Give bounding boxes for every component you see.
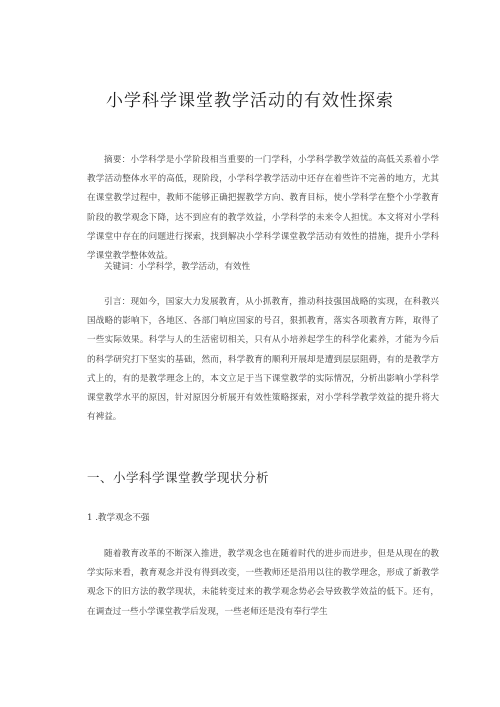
abstract-paragraph: 摘要：小学科学是小学阶段相当重要的一门学科，小学科学教学效益的高低关系着小学教学活动整体水平的高低，现阶段，小学科学教学活动中还存在着些许不完善的地方，尤其在课堂教学过程中，教师不能够正确把握教学方向、教育目标，使小学科学在整个小学教育阶段的教学观念下降，达不到应有的教学效益，小学科学的未来令人担忧。本文将对小学科学课堂中存在的问题进行探索，找到解决小学科学课堂教学活动有效性的措施，提升小学科学课堂教学整体效益。 [87,155,439,262]
subsection-heading: 1 .教学观念不强 [87,513,150,523]
intro-paragraph: 引言：现如今，国家大力发展教育，从小抓教育，推动科技强国战略的实现，在科教兴国战略的影响下，各地区、各部门响应国家的号召，狠抓教育，落实各项教育方阵，取得了一些实际效果。科学与人的生活密切相关，只有从小培养起学生的科学化素养，才能为今后的科学研究打下坚实的基础，然而，科学教育的顺利开展却是遭到层层阻碍，有的是教学方式上的，有的是教学理念上的，本文立足于当下课堂教学的实际情况，分析出影响小学科学课堂教学水平的原因，针对原因分析展开有效性策略探索，对小学科学教学效益的提升将大有裨益。 [87,297,439,423]
section-heading: 一、小学科学课堂教学现状分析 [87,470,270,485]
paper-title: 小学科学课堂教学活动的有效性探索 [106,91,394,111]
keywords-paragraph: 关键词：小学科学，教学活动，有效性 [104,262,251,272]
body-paragraph: 随着教育改革的不断深入推进，教学观念也在随着时代的进步而进步，但是从现在的教学实际来看，教育观念并没有得到改变，一些教师还是沿用以往的教学理念，形成了新教学观念下的旧方法的教学现状，未能转变过来的教学观念势必会导致教学效益的低下。还有，在调查过一些小学课堂教学后发现，一些老师还是没有奉行学生 [87,549,439,617]
